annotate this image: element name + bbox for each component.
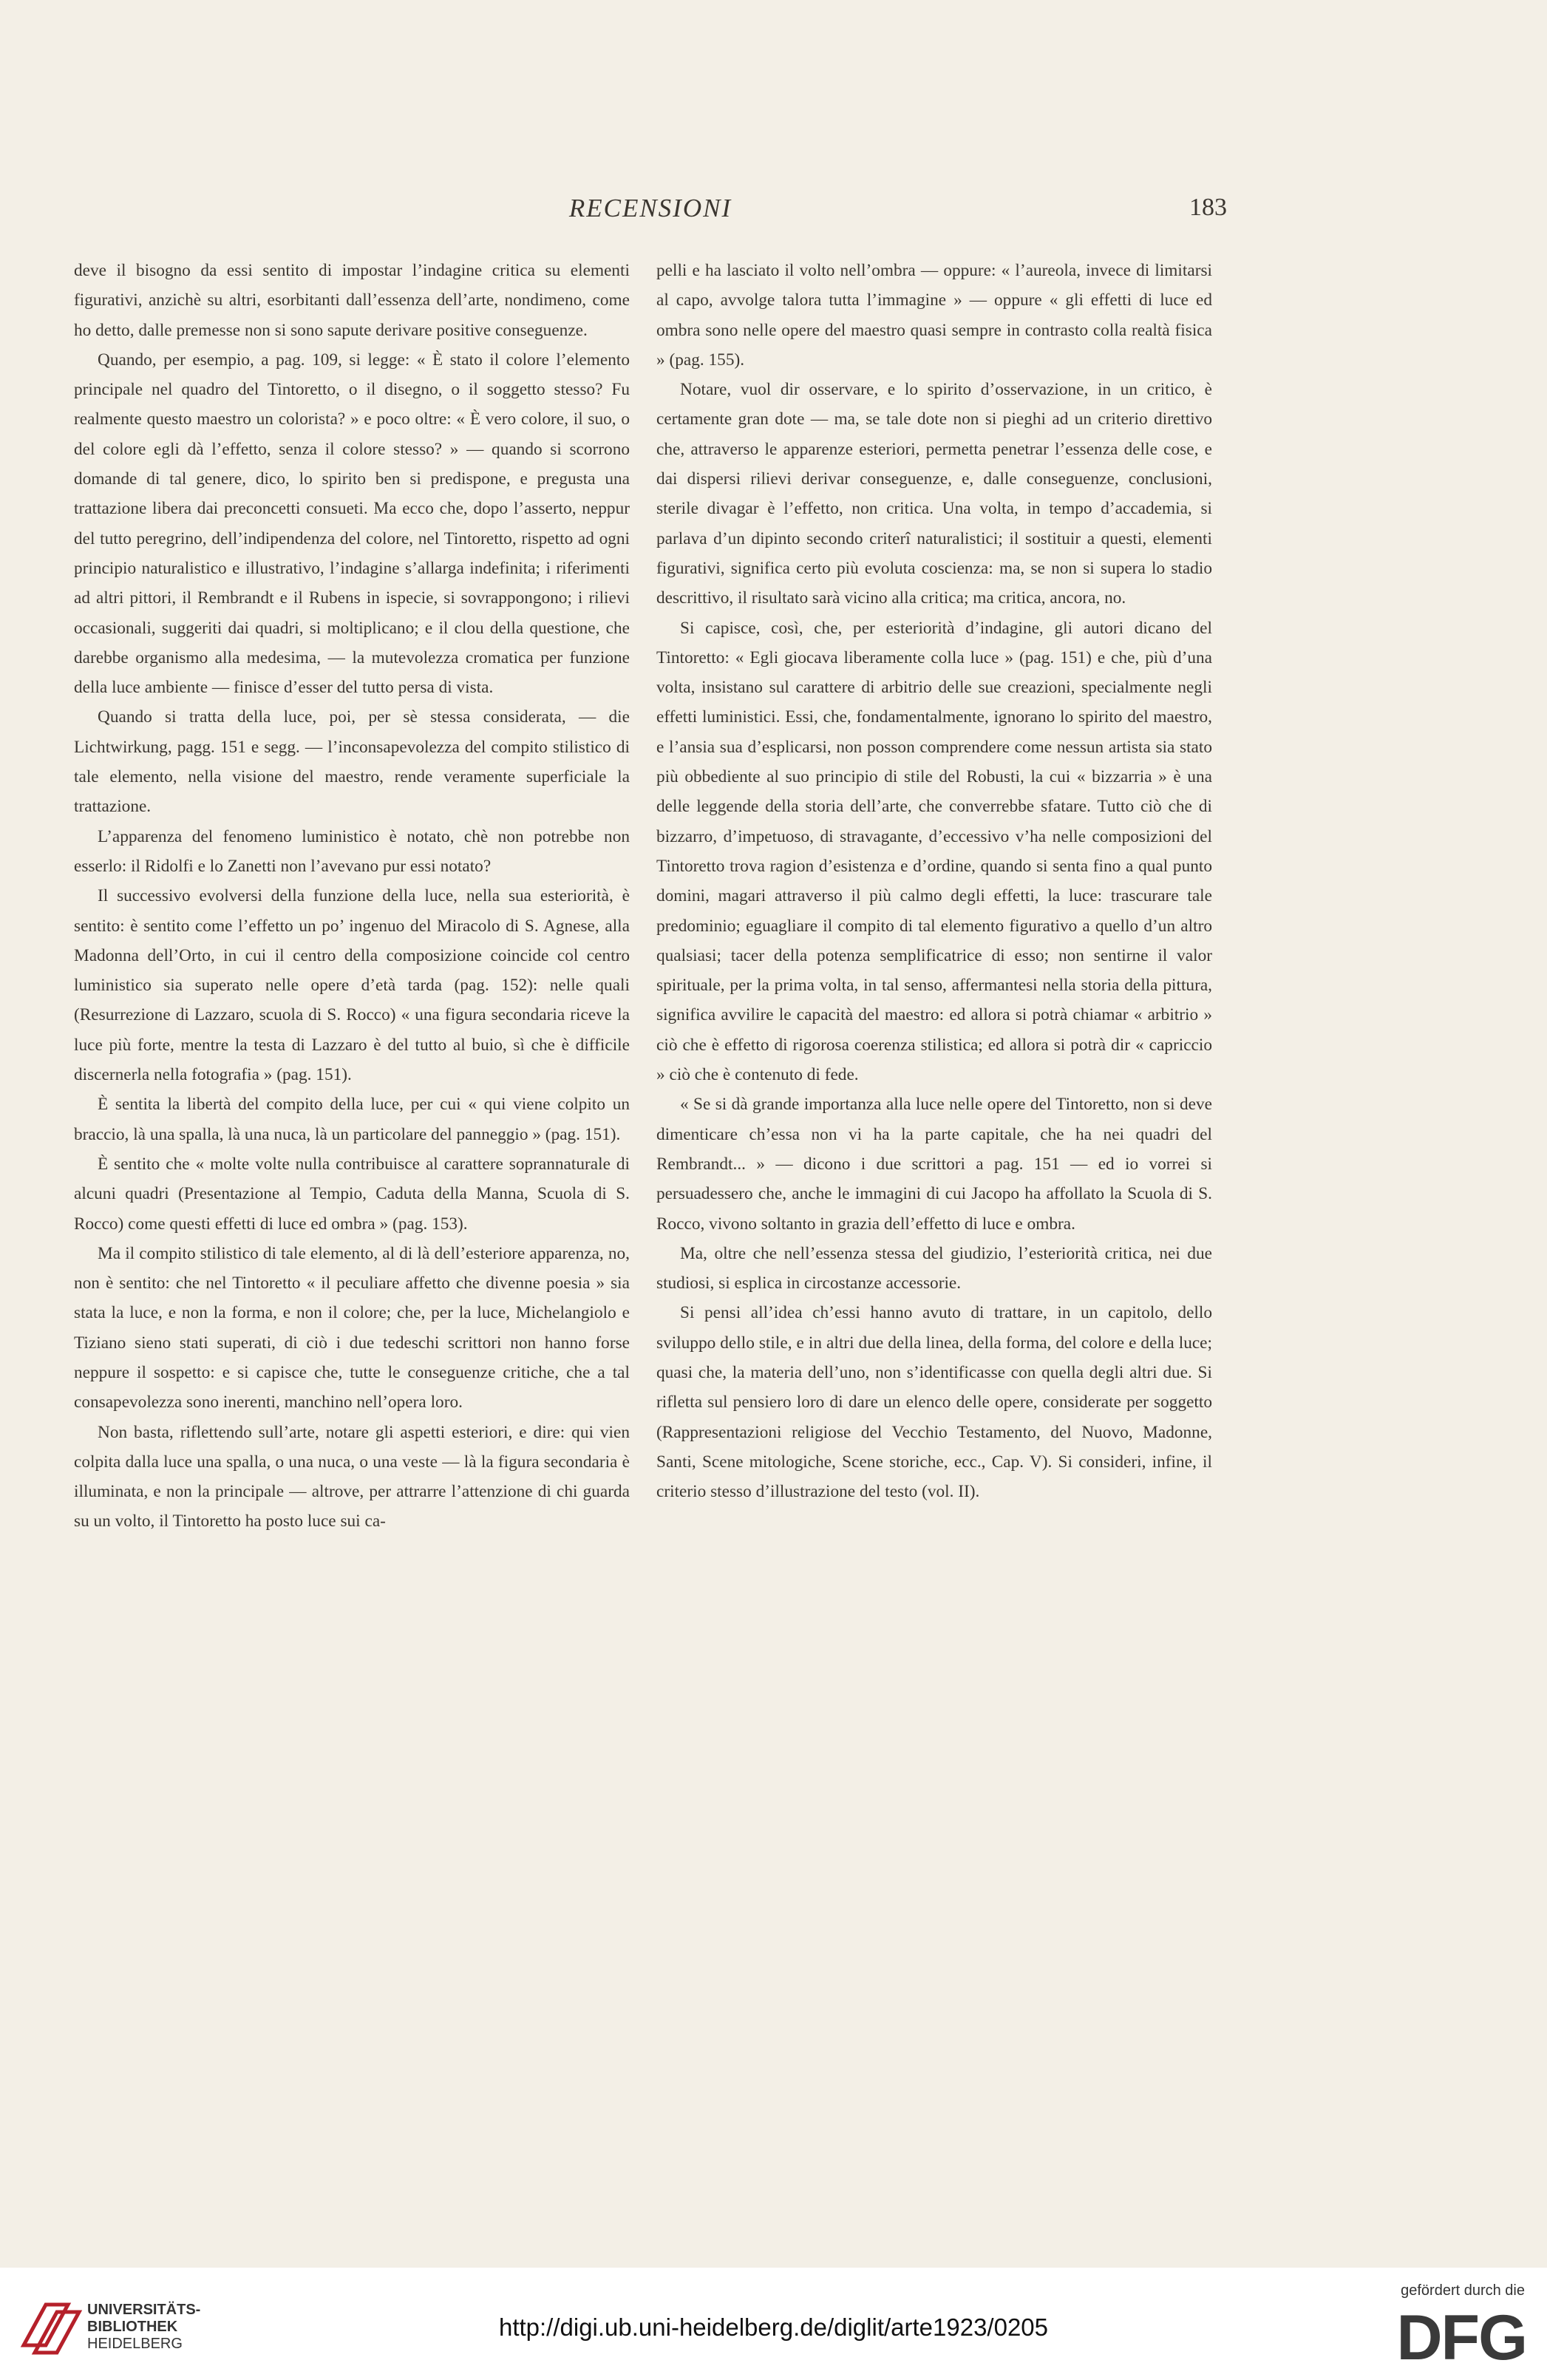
- paragraph: È sentito che « molte volte nulla contribuisce al carattere soprannaturale di alcuni quadri (Presentazione al Tempio, Caduta della Manna, Scuola di S. Rocco) come questi effetti di luce ed ombra » (pag. 153).: [74, 1154, 630, 1234]
- paragraph: Il successivo evolversi della funzione della luce, nella sua esteriorità, è sentito: è sentito come l’effetto un po’ ingenuo del Miracolo di S. Agnese, alla Madonna dell’Orto, in cui il centro della composizione coincide col centro luministico sia superato nelle opere d’età tarda (pag. 152): nelle quali (Resurrezione di Lazzaro, scuola di S. Rocco) « una figura secondaria riceve la luce più forte, mentre la testa di Lazzaro è del tutto al buio, sì che è difficile discernerla nella fotografia » (pag. 151).: [74, 886, 630, 1085]
- running-title: RECENSIONI: [568, 194, 732, 222]
- digitization-footer: [0, 2268, 1547, 2380]
- paragraph: deve il bisogno da essi sentito di impostar l’indagine critica su elementi figurativi, anzichè su altri, esorbitanti dall’essenza dell’arte, nondimeno, come ho detto, dalle premesse non si sono sapute derivare positive conseguenze.: [74, 261, 630, 340]
- paragraph: È sentita la libertà del compito della luce, per cui « qui viene colpito un braccio, là una spalla, là una nuca, là un particolare del panneggio » (pag. 151).: [74, 1095, 630, 1144]
- dfg-logo-icon: [1356, 2306, 1526, 2365]
- paragraph: Ma, oltre che nell’essenza stessa del giudizio, l’esteriorità critica, nei due studiosi, si esplica in circostanze accessorie.: [656, 1243, 1212, 1293]
- paragraph: Si capisce, così, che, per esteriorità d’indagine, gli autori dicano del Tintoretto: « Egli giocava liberamente colla luce » (pag. 151) e che, più d’una volta, insistano sul carattere di arbitrio delle sue creazioni, specialmente negli effetti luministici. Essi, che, fondamentalmente, ignorano lo spirito del maestro, e l’ansia sua d’esplicarsi, non posson comprendere come nessun artista sia stato più obbediente al suo principio di stile del Robusti, la cui « bizzarria » è una delle leggende della storia dell’arte, che converrebbe sfatare. Tutto ciò che di bizzarro, d’impetuoso, di stravagante, d’eccessivo v’ha nelle composizioni del Tintoretto trova ragion d’esistenza e d’ordine, quando si senta fino a qual punto domini, magari attraverso il più calmo degli effetti, la luce: trascurare tale predominio; eguagliare il compito di tal elemento figurativo a quello d’un altro qualsiasi; tacer della potenza semplificatrice di esso; non sentirne il valor spirituale, per la prima volta, in tal senso, affermantesi nella storia della pittura, significa avvilire le capacità del maestro: ed allora si potrà chiamar « arbitrio » ciò che è effetto di rigorosa coerenza stilistica; ed allora si potrà dir « capriccio » ciò che è contenuto di fede.: [656, 618, 1212, 1085]
- library-name-line3: HEIDELBERG: [87, 2336, 183, 2352]
- funding-label: gefördert durch die: [1401, 2282, 1525, 2299]
- library-name-line2: BIBLIOTHEK: [87, 2319, 178, 2335]
- paragraph: « Se si dà grande importanza alla luce nelle opere del Tintoretto, non si deve dimenticare ch’essa non vi ha la parte capitale, che ha nei quadri del Rembrandt... » — dicono i due scrittori a pag. 151 — ed io vorrei si persuadessero che, anche le immagini di cui Jacopo ha affollato la Scuola di S. Rocco, vivono soltanto in grazia dell’effetto di luce e ombra.: [656, 1095, 1212, 1234]
- dfg-logo-text: DFG: [1396, 2306, 1526, 2365]
- paragraph: Si pensi all’idea ch’essi hanno avuto di trattare, in un capitolo, dello sviluppo dello stile, e in altri due della linea, della forma, del colore e della luce; quasi che, la materia dell’uno, non s’identificasse con quella degli altri due. Si rifletta sul pensiero loro di dare un elenco delle opere, considerate per soggetto (Rappresentazioni religiose del Vecchio Testamento, del Nuovo, Madonne, Santi, Scene mitologiche, Scene storiche, ecc., Cap. V). Si consideri, infine, il criterio stesso d’illustrazione del testo (vol. II).: [656, 1303, 1212, 1502]
- paragraph: Notare, vuol dir osservare, e lo spirito d’osservazione, in un critico, è certamente gran dote — ma, se tale dote non si pieghi ad un criterio direttivo che, attraverso le apparenze esteriori, permetta penetrar l’essenza delle cose, e dai dispersi rilievi derivar conseguenze, e, dalle conseguenze, conclusioni, sterile divagar è l’effetto, non critica. Una volta, in tempo d’accademia, si parlava d’un dipinto secondo criterî naturalistici; il sostituir a questi, elementi figurativi, significa certo più evoluta coscienza: ma, se non si supera lo stadio descrittivo, il risultato sarà vicino alla critica; ma critica, ancora, no.: [656, 380, 1212, 608]
- paragraph: pelli e ha lasciato il volto nell’ombra — oppure: « l’aureola, invece di limitarsi al capo, avvolge talora tutta l’immagine » — oppure « gli effetti di luce ed ombra sono nelle opere del maestro quasi sempre in contrasto colla realtà fisica » (pag. 155).: [656, 261, 1212, 370]
- right-text-column: [656, 256, 1212, 1506]
- running-head: [74, 194, 1227, 231]
- page-number: 183: [1189, 194, 1227, 221]
- paragraph: Quando, per esempio, a pag. 109, si legge: « È stato il colore l’elemento principale nel quadro del Tintoretto, o il disegno, o il soggetto stesso? Fu realmente questo maestro un colorista? » e poco oltre: « È vero colore, il suo, o del colore egli dà l’effetto, senza il colore stesso? » — quando si scorrono domande di tal genere, dico, lo spirito ben si predispone, e pregusta una trattazione libera dai preconcetti consueti. Ma ecco che, dopo l’asserto, neppur del tutto peregrino, dell’indipendenza del colore, nel Tintoretto, rispetto ad ogni principio naturalistico e illustrativo, l’indagine s’allarga indefinita; i riferimenti ad altri pittori, il Rembrandt e il Rubens in ispecie, si sovrappongono; i rilievi occasionali, suggeriti dai quadri, si moltiplicano; e il clou della questione, che darebbe organismo alla medesima, — la mutevolezza cromatica per funzione della luce ambiente — finisce d’esser del tutto persa di vista.: [74, 350, 630, 698]
- source-url[interactable]: http://digi.ub.uni-heidelberg.de/diglit/arte1923/0205: [498, 2313, 1049, 2341]
- paragraph: L’apparenza del fenomeno luministico è notato, chè non potrebbe non esserlo: il Ridolfi e lo Zanetti non l’avevano pur essi notato?: [74, 826, 630, 876]
- paragraph: Ma il compito stilistico di tale elemento, al di là dell’esteriore apparenza, no, non è sentito: che nel Tintoretto « il peculiare affetto che divenne poesia » sia stata la luce, e non la forma, e non il colore; che, per la luce, Michelangiolo e Tiziano sieno stati superati, di ciò i due tedeschi scrittori non hanno forse neppure il sospetto: e si capisce che, tutte le conseguenze critiche, che a tal consapevolezza sono inerenti, manchino nell’opera loro.: [74, 1243, 630, 1412]
- paragraph: Non basta, riflettendo sull’arte, notare gli aspetti esteriori, e dire: qui vien colpita dalla luce una spalla, o una nuca, o una veste — là la figura secondaria è illuminata, e non la principale — altrove, per attrarre l’attenzione di chi guarda su un volto, il Tintoretto ha posto luce sui ca-: [74, 1422, 630, 1531]
- library-name-line1: UNIVERSITÄTS-: [87, 2302, 201, 2318]
- left-text-column: [74, 256, 630, 1537]
- paragraph: Quando si tratta della luce, poi, per sè stessa considerata, — die Lichtwirkung, pagg. 151 e segg. — l’inconsapevolezza del compito stilistico di tale elemento, nella visione del maestro, rende veramente superficiale la trattazione.: [74, 707, 630, 817]
